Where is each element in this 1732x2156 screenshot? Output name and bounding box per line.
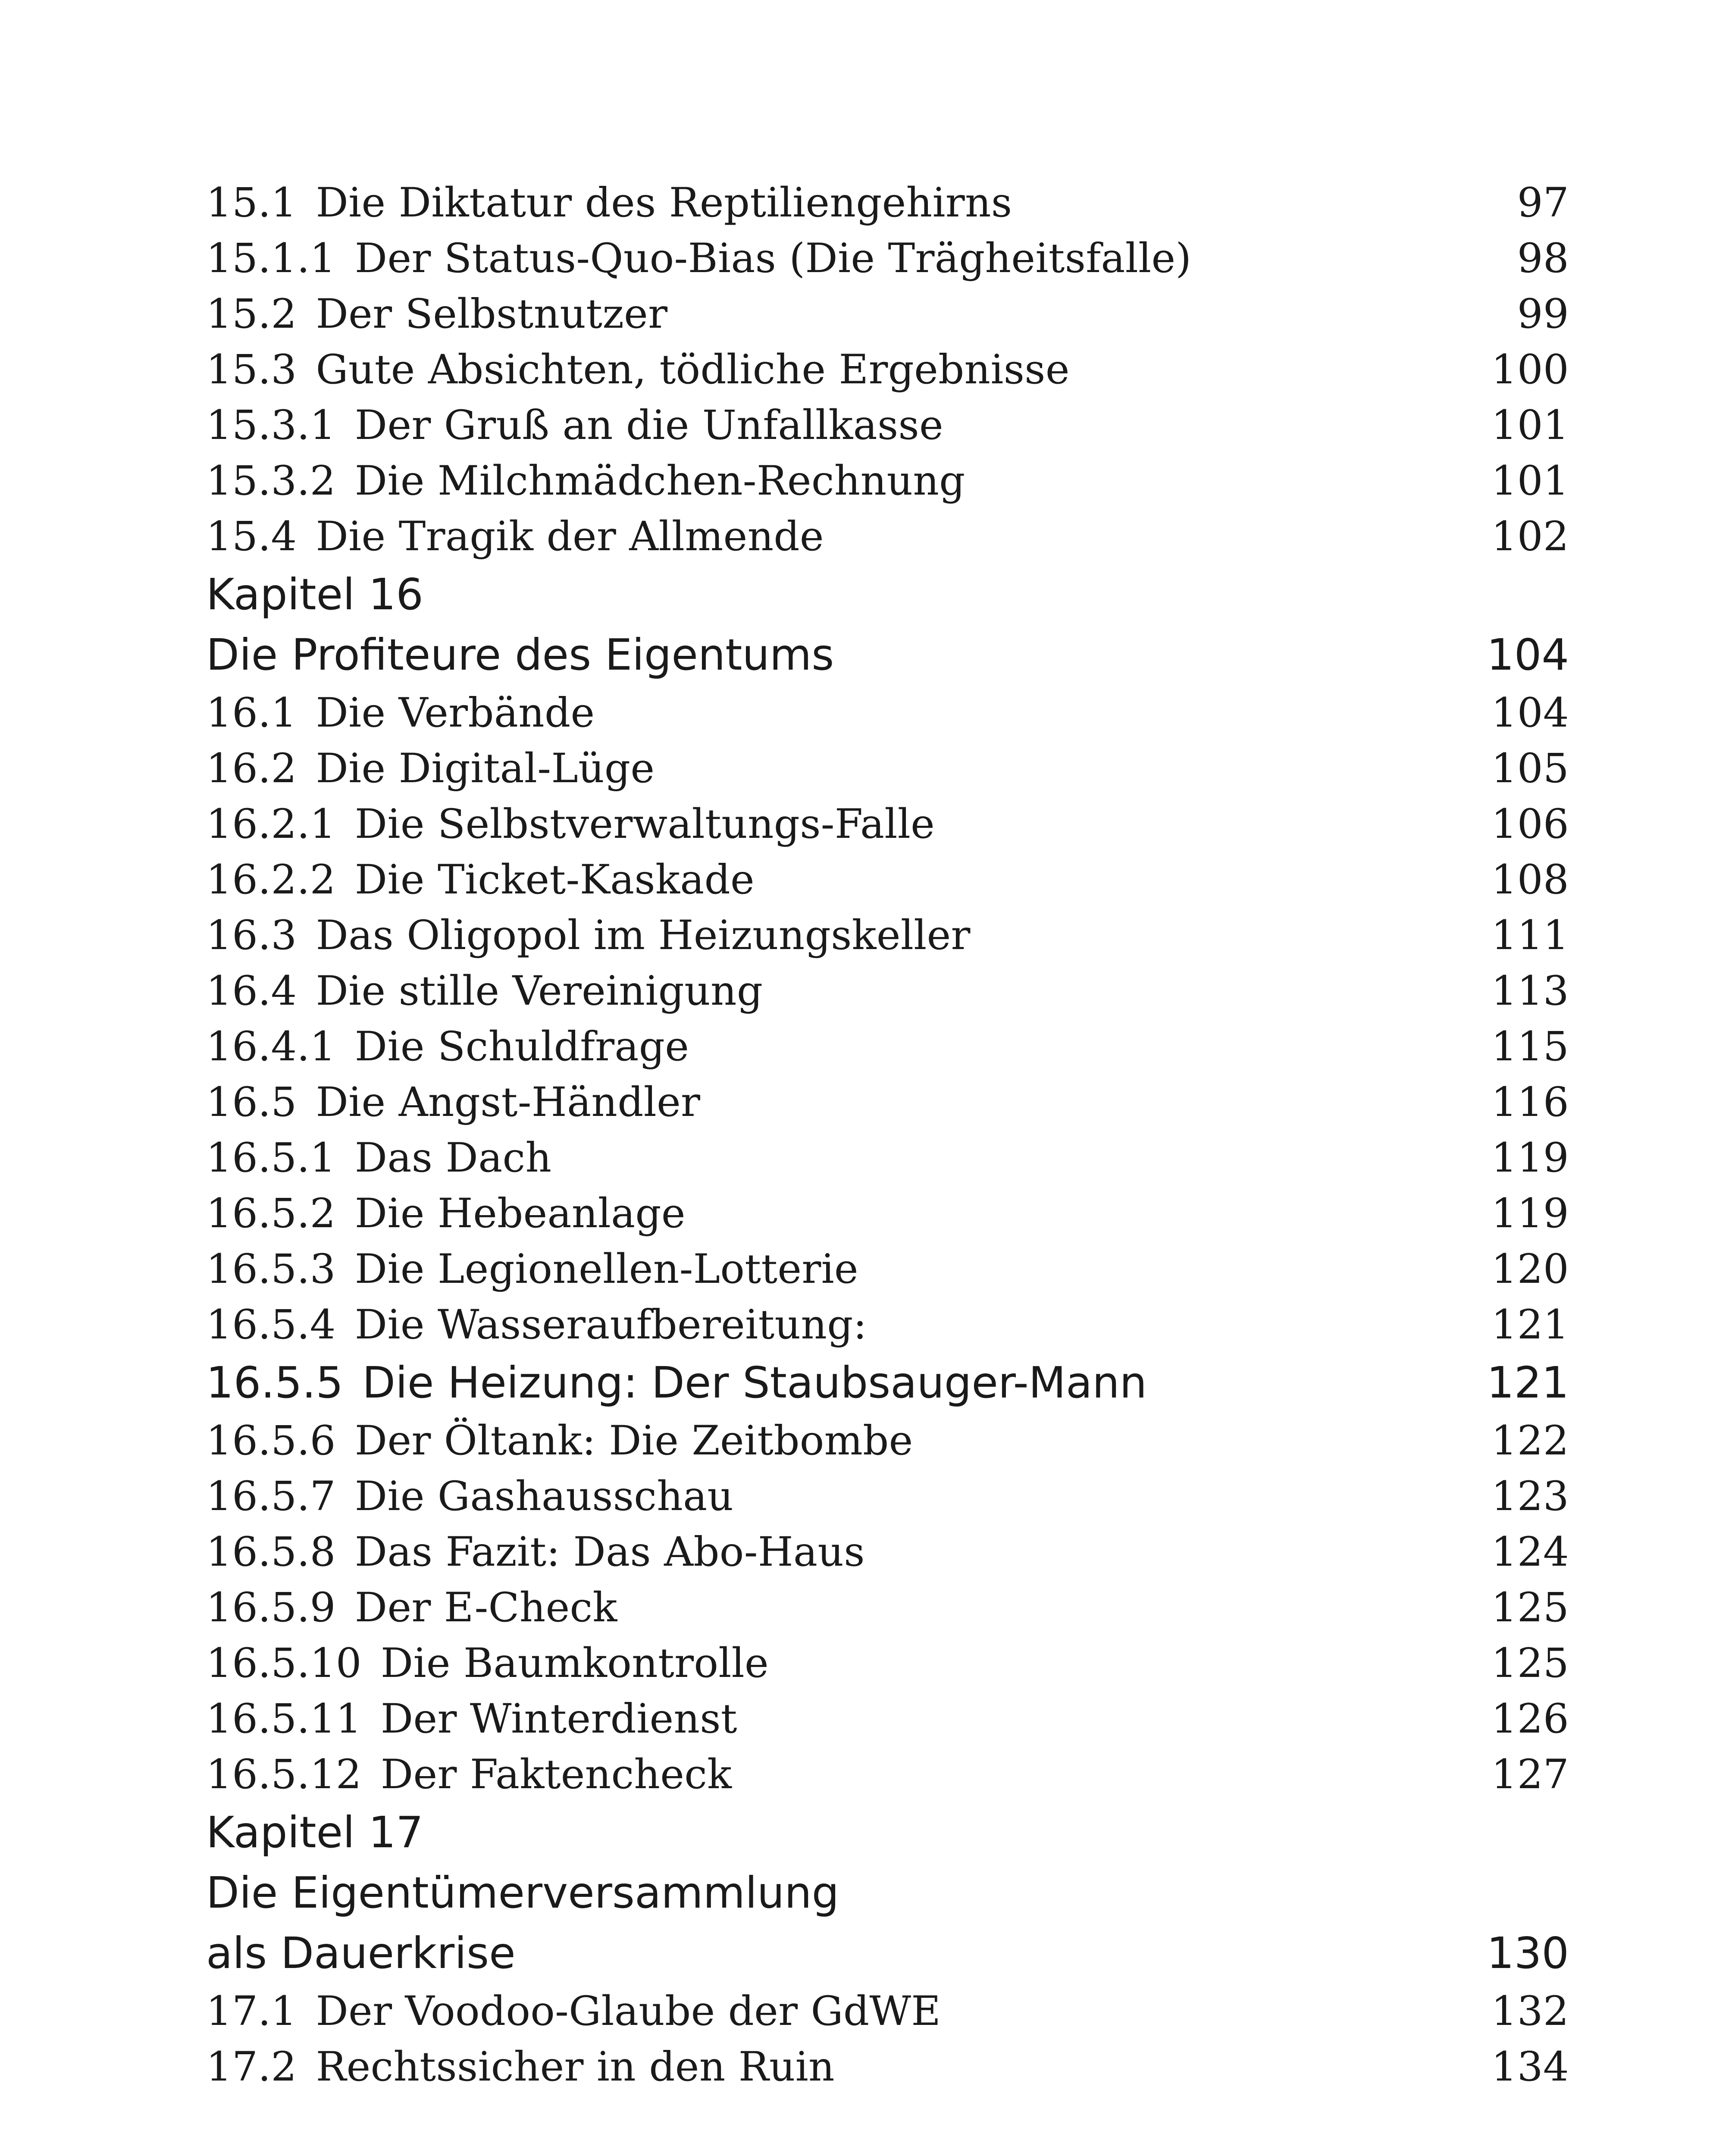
toc-heading xyxy=(206,1524,865,1580)
toc-section-number: 15.3 xyxy=(206,346,297,393)
toc-page-number: 104 xyxy=(1491,689,1569,736)
toc-title: Die Hebeanlage xyxy=(354,1190,686,1237)
toc-section-number: 15.3.2 xyxy=(206,458,336,505)
toc-entry-row xyxy=(206,1241,1569,1297)
toc-heading xyxy=(206,1297,867,1353)
toc-section-number: 16.2.2 xyxy=(206,856,336,903)
toc-page-number: 111 xyxy=(1491,912,1569,959)
toc-title: Die Baumkontrolle xyxy=(380,1640,769,1687)
toc-section-number: 16.5.1 xyxy=(206,1134,336,1181)
toc-section-number: 17.2 xyxy=(206,2043,297,2090)
table-of-contents xyxy=(206,175,1569,2095)
toc-heading xyxy=(206,509,824,564)
toc-section-number: 16.5.4 xyxy=(206,1301,336,1348)
toc-section-number: 15.3.1 xyxy=(206,402,336,449)
toc-page-number: 97 xyxy=(1517,179,1569,226)
toc-page-number: 122 xyxy=(1491,1417,1569,1464)
toc-heading xyxy=(206,1353,1147,1413)
toc-title: Die Eigentümerversammlung xyxy=(206,1868,839,1918)
toc-title: Der E-Check xyxy=(354,1584,617,1631)
toc-entry-row xyxy=(206,1186,1569,1241)
toc-section-number: 16.5 xyxy=(206,1079,297,1126)
toc-title: Die Milchmädchen-Rechnung xyxy=(354,458,965,505)
toc-heading xyxy=(206,1802,423,1863)
toc-entry-row xyxy=(206,1130,1569,1186)
toc-entry-row xyxy=(206,342,1569,398)
toc-chapter-row xyxy=(206,1923,1569,1984)
toc-entry-row xyxy=(206,1984,1569,2039)
toc-title: Die Selbstverwaltungs-Falle xyxy=(354,801,935,848)
toc-entry-row xyxy=(206,1636,1569,1691)
toc-page-number: 116 xyxy=(1491,1079,1569,1126)
toc-section-number: 16.4 xyxy=(206,968,297,1015)
toc-page-number: 125 xyxy=(1491,1584,1569,1631)
toc-title: Der Faktencheck xyxy=(380,1751,732,1798)
toc-title: Die Angst-Händler xyxy=(316,1079,701,1126)
toc-entry-row xyxy=(206,741,1569,796)
toc-heading xyxy=(206,398,943,453)
toc-entry-row xyxy=(206,231,1569,286)
toc-page-number: 134 xyxy=(1491,2043,1569,2090)
toc-page-number: 115 xyxy=(1491,1023,1569,1070)
toc-entry-row xyxy=(206,685,1569,741)
toc-entry-row xyxy=(206,1747,1569,1802)
toc-page-number: 121 xyxy=(1487,1357,1569,1408)
toc-entry-row xyxy=(206,175,1569,231)
toc-section-number: 16.5.5 xyxy=(206,1357,344,1408)
toc-page-number: 132 xyxy=(1491,1988,1569,2035)
toc-entry-row xyxy=(206,1075,1569,1130)
toc-page-number: 123 xyxy=(1491,1473,1569,1520)
toc-chapter-row xyxy=(206,564,1569,625)
toc-page-number: 104 xyxy=(1487,630,1569,680)
toc-entry-row xyxy=(206,509,1569,564)
toc-section-number: 16.2 xyxy=(206,745,297,792)
toc-title: Kapitel 16 xyxy=(206,569,423,620)
toc-section-number: 15.2 xyxy=(206,291,297,338)
toc-page-number: 124 xyxy=(1491,1529,1569,1576)
toc-heading xyxy=(206,1580,617,1636)
toc-title: Die Ticket-Kaskade xyxy=(354,856,755,903)
toc-section-number: 16.5.12 xyxy=(206,1751,362,1798)
toc-title: als Dauerkrise xyxy=(206,1928,516,1978)
toc-entry-row xyxy=(206,286,1569,342)
toc-heading xyxy=(206,175,1012,231)
toc-entry-row xyxy=(206,1524,1569,1580)
toc-heading xyxy=(206,685,595,741)
toc-heading xyxy=(206,908,971,963)
toc-section-number: 16.5.10 xyxy=(206,1640,362,1687)
toc-section-number: 16.5.9 xyxy=(206,1584,336,1631)
toc-page-number: 119 xyxy=(1491,1134,1569,1181)
toc-page-number: 106 xyxy=(1491,801,1569,848)
toc-page-number: 120 xyxy=(1491,1246,1569,1293)
toc-title: Der Voodoo-Glaube der GdWE xyxy=(316,1988,941,2035)
toc-heading xyxy=(206,1186,686,1241)
toc-title: Die Profiteure des Eigentums xyxy=(206,630,834,680)
toc-title: Der Status-Quo-Bias (Die Trägheitsfalle) xyxy=(354,235,1192,282)
toc-title: Das Dach xyxy=(354,1134,552,1181)
toc-page-number: 99 xyxy=(1517,291,1569,338)
toc-heading xyxy=(206,1923,516,1984)
toc-heading xyxy=(206,1413,913,1469)
toc-entry-row xyxy=(206,1691,1569,1747)
toc-heading xyxy=(206,1636,769,1691)
toc-title: Der Selbstnutzer xyxy=(316,291,668,338)
toc-title: Der Gruß an die Unfallkasse xyxy=(354,402,943,449)
toc-title: Das Oligopol im Heizungskeller xyxy=(316,912,971,959)
toc-entry-row xyxy=(206,963,1569,1019)
toc-section-number: 16.2.1 xyxy=(206,801,336,848)
toc-heading xyxy=(206,342,1070,398)
toc-section-number: 16.5.8 xyxy=(206,1529,336,1576)
toc-section-number: 16.5.6 xyxy=(206,1417,336,1464)
toc-heading xyxy=(206,852,755,908)
toc-chapter-row xyxy=(206,1353,1569,1413)
toc-heading xyxy=(206,1469,733,1524)
toc-heading xyxy=(206,2039,835,2095)
toc-title: Kapitel 17 xyxy=(206,1807,423,1858)
toc-entry-row xyxy=(206,796,1569,852)
toc-entry-row xyxy=(206,1580,1569,1636)
toc-entry-row xyxy=(206,1413,1569,1469)
toc-entry-row xyxy=(206,398,1569,453)
toc-section-number: 16.1 xyxy=(206,689,297,736)
toc-heading xyxy=(206,1130,551,1186)
toc-title: Die Verbände xyxy=(316,689,595,736)
toc-section-number: 16.4.1 xyxy=(206,1023,336,1070)
toc-title: Die Schuldfrage xyxy=(354,1023,689,1070)
toc-entry-row xyxy=(206,453,1569,509)
toc-section-number: 16.5.3 xyxy=(206,1246,336,1293)
toc-page-number: 121 xyxy=(1491,1301,1569,1348)
toc-title: Die Tragik der Allmende xyxy=(316,513,824,560)
toc-page-number: 130 xyxy=(1487,1928,1569,1978)
toc-title: Die stille Vereinigung xyxy=(316,968,763,1015)
toc-section-number: 16.5.2 xyxy=(206,1190,336,1237)
toc-section-number: 16.5.7 xyxy=(206,1473,336,1520)
toc-heading xyxy=(206,1241,858,1297)
toc-page-number: 102 xyxy=(1491,513,1569,560)
toc-title: Der Öltank: Die Zeitbombe xyxy=(354,1417,913,1464)
toc-page-number: 101 xyxy=(1491,458,1569,505)
toc-page-number: 119 xyxy=(1491,1190,1569,1237)
toc-title: Der Winterdienst xyxy=(380,1695,737,1742)
toc-heading xyxy=(206,1984,941,2039)
toc-title: Die Legionellen-Lotterie xyxy=(354,1246,858,1293)
toc-page-number: 125 xyxy=(1491,1640,1569,1687)
toc-title: Das Fazit: Das Abo-Haus xyxy=(354,1529,865,1576)
toc-page-number: 105 xyxy=(1491,745,1569,792)
toc-entry-row xyxy=(206,1019,1569,1075)
toc-page-number: 126 xyxy=(1491,1695,1569,1742)
toc-heading xyxy=(206,796,935,852)
toc-heading xyxy=(206,1019,689,1075)
toc-title: Die Heizung: Der Staubsauger-Mann xyxy=(362,1357,1147,1408)
toc-heading xyxy=(206,741,655,796)
toc-chapter-row xyxy=(206,1802,1569,1863)
toc-heading xyxy=(206,453,965,509)
toc-heading xyxy=(206,963,763,1019)
toc-heading xyxy=(206,1075,700,1130)
toc-entry-row xyxy=(206,1297,1569,1353)
toc-title: Gute Absichten, tödliche Ergebnisse xyxy=(316,346,1070,393)
toc-heading xyxy=(206,286,667,342)
toc-entry-row xyxy=(206,2039,1569,2095)
toc-section-number: 15.1 xyxy=(206,179,297,226)
toc-section-number: 15.1.1 xyxy=(206,235,336,282)
toc-heading xyxy=(206,1747,732,1802)
toc-chapter-row xyxy=(206,1863,1569,1923)
toc-heading xyxy=(206,231,1191,286)
toc-heading xyxy=(206,1691,737,1747)
toc-page-number: 113 xyxy=(1491,968,1569,1015)
toc-heading xyxy=(206,1863,839,1923)
toc-page-number: 100 xyxy=(1491,346,1569,393)
toc-page-number: 108 xyxy=(1491,856,1569,903)
toc-page-number: 127 xyxy=(1491,1751,1569,1798)
toc-title: Die Wasseraufbereitung: xyxy=(354,1301,867,1348)
toc-title: Die Diktatur des Reptiliengehirns xyxy=(316,179,1012,226)
toc-entry-row xyxy=(206,1469,1569,1524)
toc-title: Rechtssicher in den Ruin xyxy=(316,2043,835,2090)
toc-section-number: 17.1 xyxy=(206,1988,297,2035)
toc-title: Die Digital-Lüge xyxy=(316,745,655,792)
toc-section-number: 16.5.11 xyxy=(206,1695,362,1742)
toc-page-number: 98 xyxy=(1517,235,1569,282)
toc-chapter-row xyxy=(206,625,1569,685)
toc-section-number: 16.3 xyxy=(206,912,297,959)
toc-heading xyxy=(206,564,423,625)
toc-section-number: 15.4 xyxy=(206,513,297,560)
toc-entry-row xyxy=(206,908,1569,963)
toc-page-number: 101 xyxy=(1491,402,1569,449)
toc-entry-row xyxy=(206,852,1569,908)
toc-heading xyxy=(206,625,834,685)
toc-title: Die Gashausschau xyxy=(354,1473,734,1520)
